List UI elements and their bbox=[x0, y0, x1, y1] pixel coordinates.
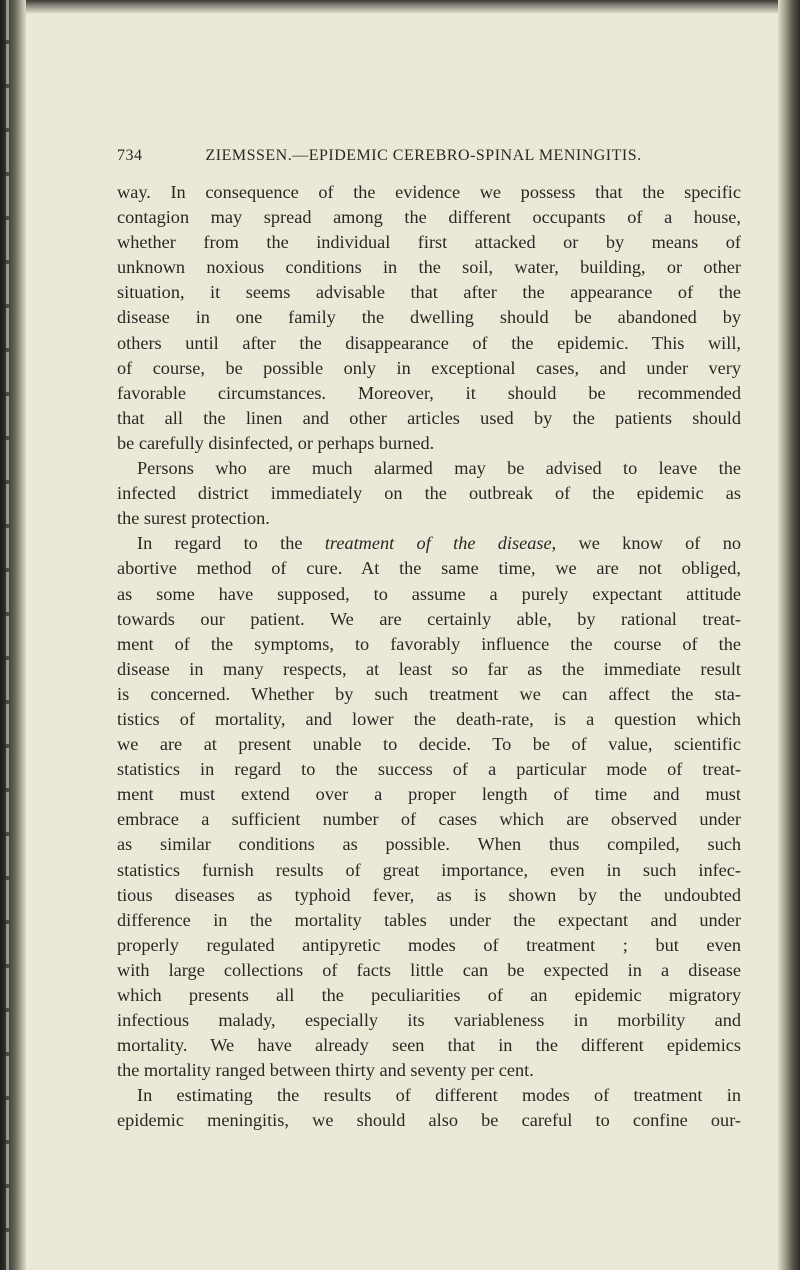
text-line bbox=[117, 205, 741, 230]
text-line bbox=[117, 883, 741, 908]
text-line bbox=[117, 1083, 741, 1108]
text-span: way. In consequence of the evidence we possess that the specific bbox=[117, 182, 741, 202]
text-line bbox=[117, 732, 741, 757]
text-span: of course, be possible only in exceptional cases, and under very bbox=[117, 357, 741, 378]
text-span: that all the linen and other articles used by the patients should bbox=[117, 407, 741, 428]
text-span: disease in many respects, at least so far as the immediate result bbox=[117, 658, 741, 679]
text-line bbox=[117, 832, 741, 857]
text-line bbox=[117, 305, 741, 330]
text-span: is concerned. Whether by such treatment we can affect the sta- bbox=[117, 683, 741, 704]
text-span: which presents all the peculiarities of an epidemic migratory bbox=[117, 985, 741, 1005]
text-line bbox=[117, 280, 741, 305]
text-line bbox=[117, 607, 741, 632]
text-line bbox=[117, 230, 741, 255]
text-span: embrace a sufficient number of cases which are observed under bbox=[117, 809, 741, 830]
text-span: In regard to the bbox=[137, 533, 325, 554]
italic-phrase: treatment of the disease bbox=[324, 533, 552, 554]
text-span: towards our patient. We are certainly able, by rational treat- bbox=[117, 608, 741, 629]
text-line bbox=[117, 707, 741, 732]
text-span: properly regulated antipyretic modes of treatment ; but even bbox=[117, 934, 741, 955]
page-number: 734 bbox=[117, 147, 143, 164]
text-span: infectious malady, especially its variableness in morbility and bbox=[117, 1010, 741, 1031]
text-line bbox=[117, 406, 741, 431]
text-line bbox=[117, 456, 741, 481]
text-line bbox=[117, 782, 741, 807]
text-span: mortality. We have already seen that in the different epidemics bbox=[117, 1035, 741, 1056]
page-header bbox=[117, 147, 717, 169]
text-line bbox=[117, 1108, 741, 1133]
text-span: tious diseases as typhoid fever, as is shown by the undoubted bbox=[117, 884, 741, 905]
text-line bbox=[117, 180, 741, 205]
text-line bbox=[117, 983, 741, 1008]
text-line bbox=[117, 933, 741, 958]
text-line bbox=[117, 255, 741, 280]
text-line bbox=[117, 582, 741, 607]
running-head: ZIEMSSEN.—EPIDEMIC CEREBRO-SPINAL MENINGITIS. bbox=[205, 147, 642, 164]
text-line bbox=[117, 531, 741, 556]
text-line bbox=[117, 908, 741, 933]
text-line bbox=[117, 807, 741, 832]
text-span: with large collections of facts little can be expected in a disease bbox=[117, 959, 741, 980]
text-line bbox=[117, 1008, 741, 1033]
text-span: favorable circumstances. Moreover, it should be recommended bbox=[117, 382, 741, 403]
text-line bbox=[117, 1058, 741, 1083]
text-line bbox=[117, 1033, 741, 1058]
text-line bbox=[117, 556, 741, 581]
text-span: the surest protection. bbox=[117, 508, 270, 529]
text-line bbox=[117, 858, 741, 883]
text-span: infected district immediately on the outbreak of the epidemic as bbox=[117, 483, 741, 504]
text-span: statistics in regard to the success of a particular mode of treat- bbox=[117, 759, 741, 780]
text-span: the mortality ranged between thirty and seventy per cent. bbox=[117, 1060, 534, 1081]
page-top-edge bbox=[0, 0, 800, 14]
text-span: epidemic meningitis, we should also be careful to confine our- bbox=[117, 1110, 741, 1131]
text-span: we are at present unable to decide. To be of value, scientific bbox=[117, 734, 741, 755]
text-span: as similar conditions as possible. When thus compiled, such bbox=[117, 834, 741, 855]
text-line bbox=[117, 682, 741, 707]
text-line bbox=[117, 632, 741, 657]
text-span: In estimating the results of different modes of treatment in bbox=[137, 1085, 741, 1106]
text-line bbox=[117, 657, 741, 682]
text-line bbox=[117, 356, 741, 381]
text-line bbox=[117, 506, 741, 531]
text-span: abortive method of cure. At the same time, we are not obliged, bbox=[117, 558, 741, 579]
text-span: whether from the individual first attacked or by means of bbox=[117, 232, 741, 253]
text-line bbox=[117, 331, 741, 356]
text-line bbox=[117, 431, 741, 456]
text-span: be carefully disinfected, or perhaps burned. bbox=[117, 432, 435, 453]
text-span: disease in one family the dwelling should be abandoned by bbox=[117, 307, 741, 328]
text-span: unknown noxious conditions in the soil, water, building, or other bbox=[117, 257, 741, 278]
binding-gutter bbox=[0, 0, 26, 1270]
text-span: statistics furnish results of great importance, even in such infec- bbox=[117, 859, 741, 880]
text-span: difference in the mortality tables under the expectant and under bbox=[117, 909, 741, 930]
text-line bbox=[117, 757, 741, 782]
text-line bbox=[117, 481, 741, 506]
text-span: situation, it seems advisable that after the appearance of the bbox=[117, 282, 741, 303]
text-line bbox=[117, 958, 741, 983]
text-span: as some have supposed, to assume a purely expectant attitude bbox=[117, 583, 741, 604]
text-span: Persons who are much alarmed may be advised to leave the bbox=[137, 458, 741, 479]
text-line bbox=[117, 381, 741, 406]
body-text bbox=[117, 180, 741, 1134]
text-span: tistics of mortality, and lower the death-rate, is a question which bbox=[117, 708, 741, 729]
text-span: , we know of no bbox=[551, 533, 741, 554]
page-right-edge bbox=[778, 0, 800, 1270]
text-span: ment must extend over a proper length of time and must bbox=[117, 784, 741, 805]
text-span: others until after the disappearance of the epidemic. This will, bbox=[117, 332, 741, 353]
text-span: contagion may spread among the different occupants of a house, bbox=[117, 207, 741, 228]
text-span: ment of the symptoms, to favorably influence the course of the bbox=[117, 633, 741, 654]
